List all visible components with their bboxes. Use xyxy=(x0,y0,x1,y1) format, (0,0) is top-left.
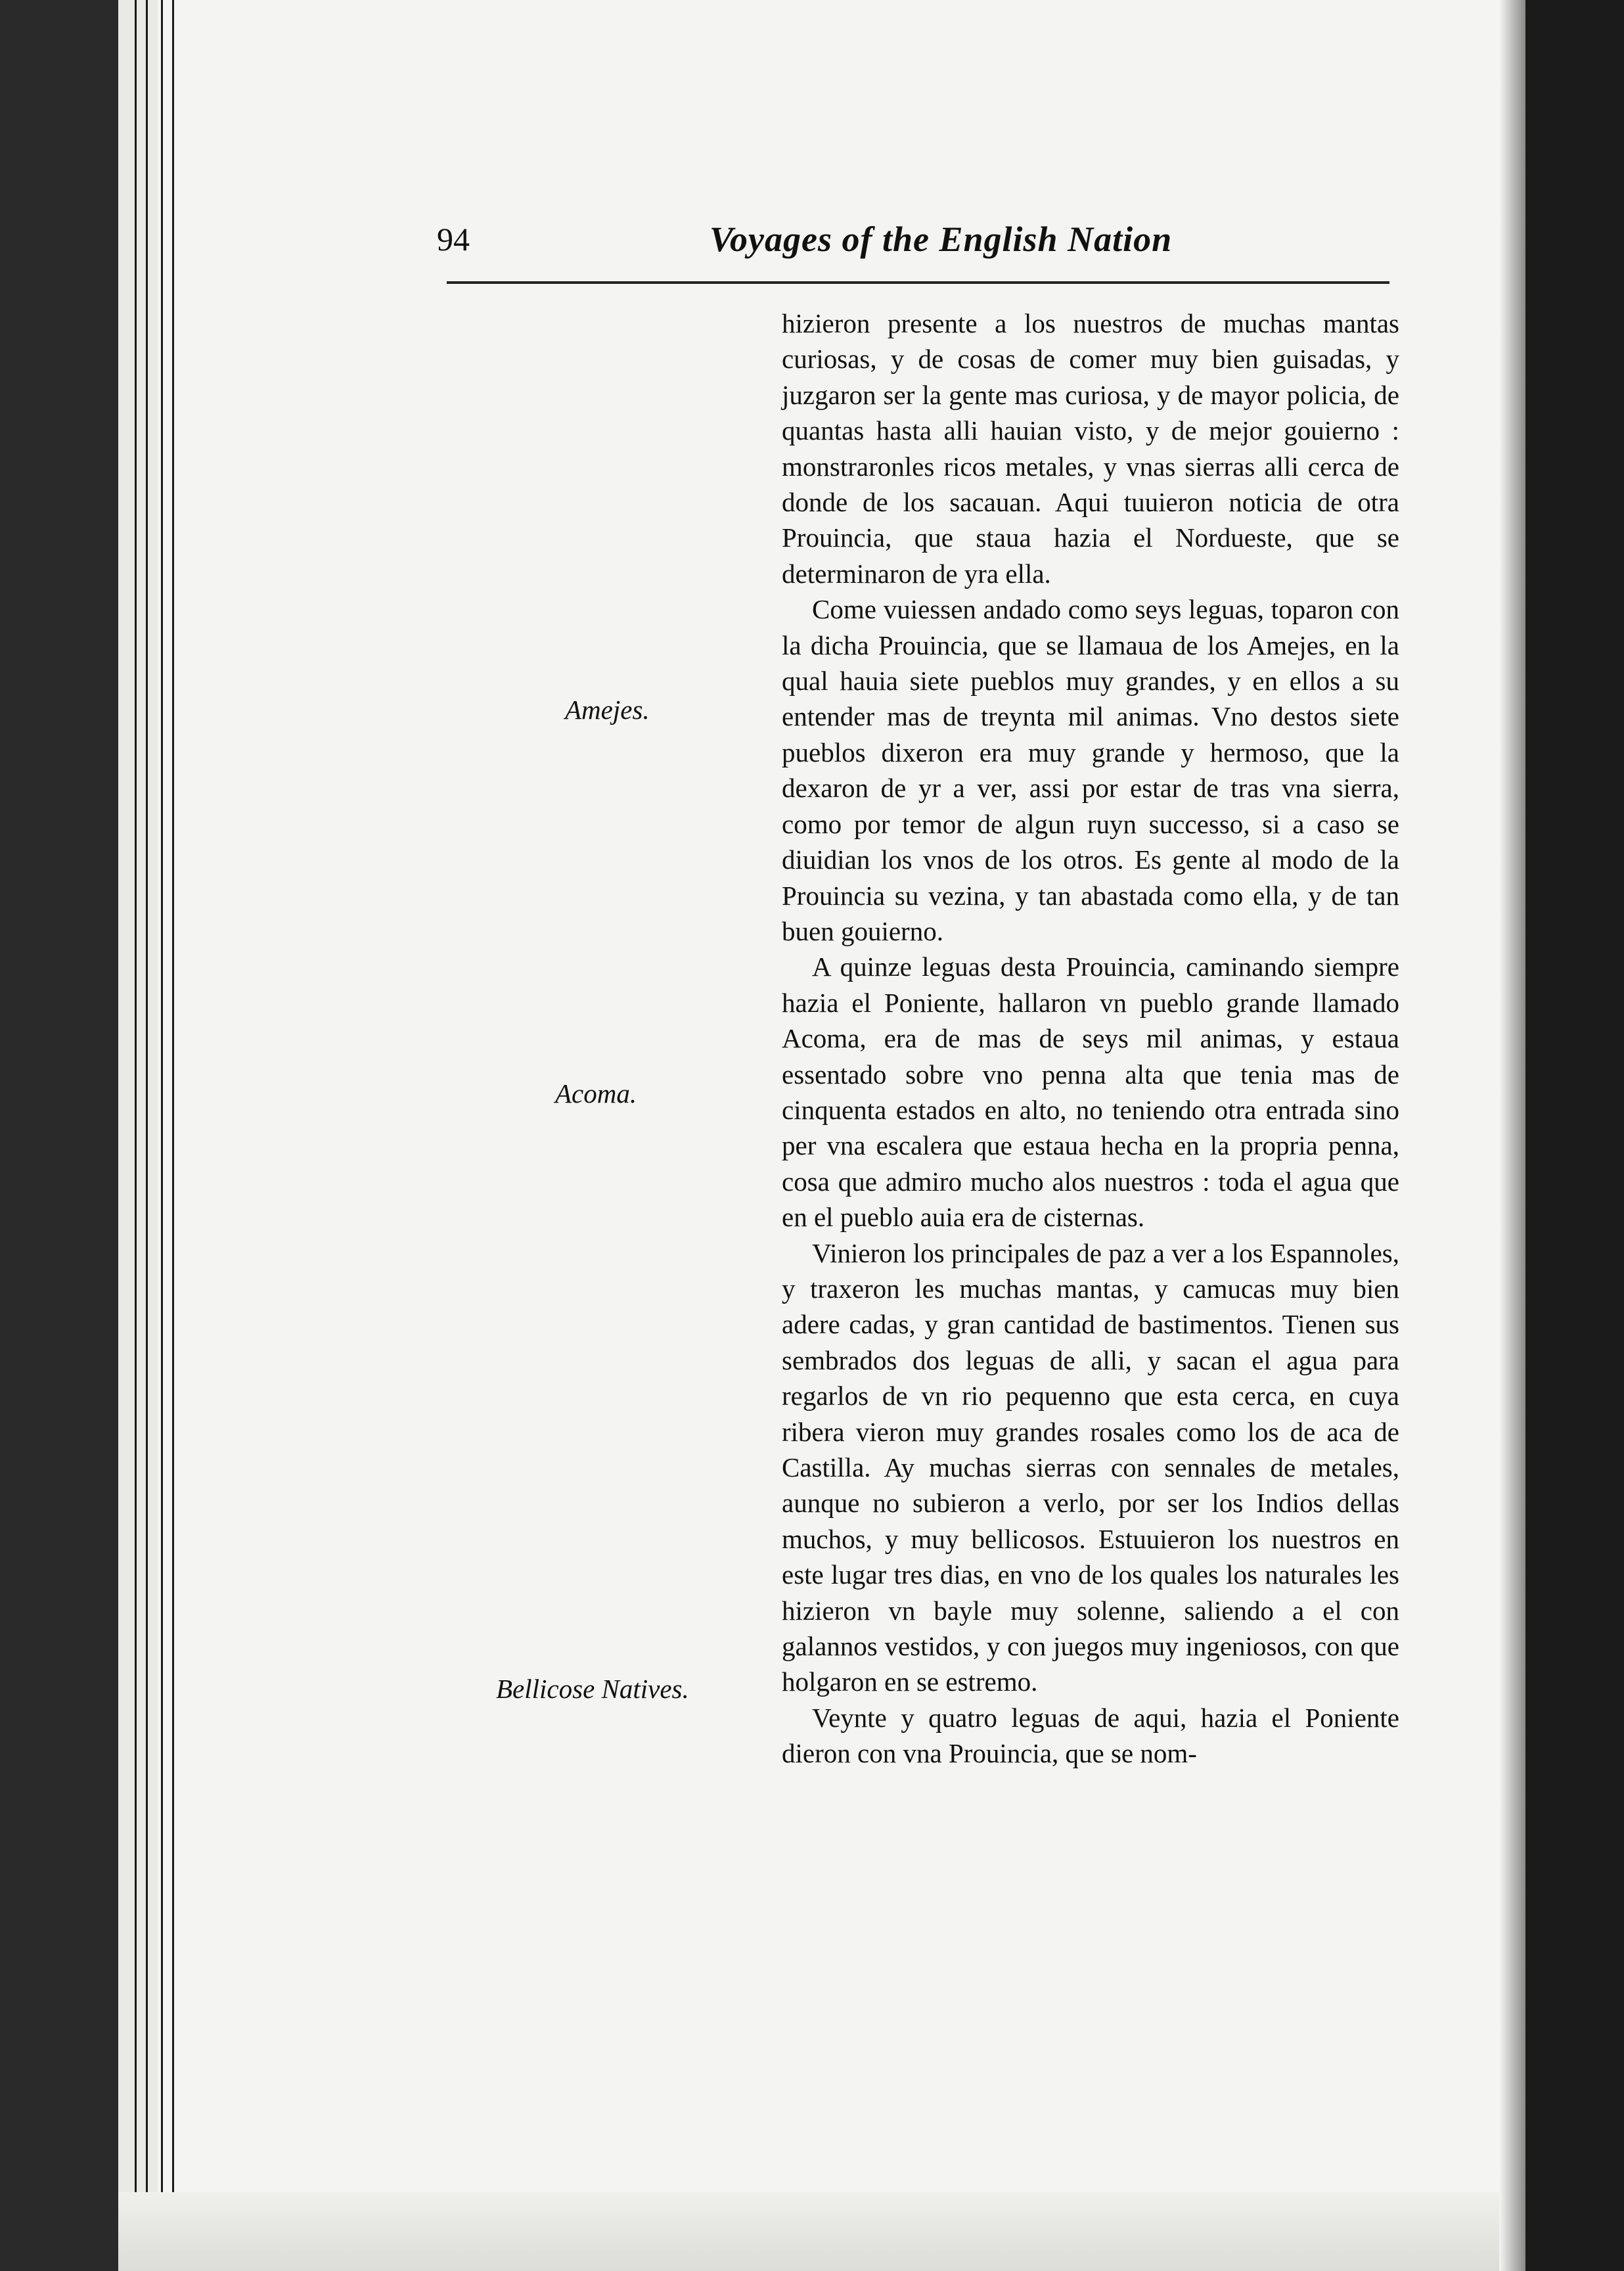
paragraph: hizieron presente a los nuestros de muchas mantas curiosas, y de cosas de comer muy bien guisadas, y juzgaron ser la gente mas curiosa, y de mayor policia, de quantas hasta alli hauian visto, y de mejor gouierno : monstraronles ricos metales, y vnas sierras alli cerca de donde de los sacauan. Aqui tuuieron noticia de otra Prouincia, que staua hazia el Nordueste, que se determinaron de yra ella. xyxy=(782,308,1399,589)
page-number: 94 xyxy=(437,221,470,258)
page-edge-line xyxy=(135,0,137,2271)
page-edge-line xyxy=(172,0,174,2271)
book-edge-left xyxy=(0,0,118,2271)
paragraph: Veynte y quatro leguas de aqui, hazia el Poniente dieron con vna Prouincia, que se nom- xyxy=(782,1702,1399,1769)
margin-note-amejes: Amejes. xyxy=(565,695,650,725)
header-rule xyxy=(447,281,1389,284)
running-title: Voyages of the English Nation xyxy=(710,219,1173,259)
paragraph: Come vuiessen andado como seys leguas, toparon con la dicha Prouincia, que se llamaua de los Amejes, en la qual hauia siete pueblos muy grandes, y en ellos a su entender mas de treynta mil animas. Vno destos siete pueblos dixeron era muy grande y hermoso, que la dexaron de yr a ver, assi por estar de tras vna sierra, como por temor de algun ruyn successo, si a caso se diuidian los vnos de los otros. Es gente al modo de la Prouincia su vezina, y tan abastada como ella, y de tan buen gouierno. xyxy=(782,594,1399,946)
page-edge-line xyxy=(146,0,148,2271)
page-edge-line xyxy=(161,0,163,2271)
page-gutter xyxy=(118,0,158,2271)
paragraph: Vinieron los principales de paz a ver a los Espannoles, y traxeron les muchas mantas, y camucas muy bien adere cadas, y gran cantidad de bastimentos. Tienen sus sembrados dos leguas de alli, y sacan el agua para regarlos de vn rio pequenno que esta cerca, en cuya ribera vieron muy grandes rosales como los de aca de Castilla. Ay muchas sierras con sennales de metales, aunque no subieron a verlo, por ser los Indios dellas muchos, y muy bellicosos. Estuuieron los nuestros en este lugar tres dias, en vno de los quales los naturales les hizieron vn bayle muy solenne, saliendo a el con galannos vestidos, y con juegos muy ingeniosos, con que holgaron en se estremo. xyxy=(782,1237,1399,1697)
margin-note-bellicose-natives: Bellicose Natives. xyxy=(496,1674,689,1704)
margin-note-acoma: Acoma. xyxy=(555,1078,637,1109)
page-bottom-shadow xyxy=(118,2192,1531,2271)
paragraph: A quinze leguas desta Prouincia, caminando siempre hazia el Poniente, hallaron vn pueblo grande llamado Acoma, era de mas de seys mil animas, y estaua essentado sobre vno penna alta que tenia mas de cinquenta estados en alto, no teniendo otra entrada sino per vna escalera que estaua hecha en la propria penna, cosa que admiro mucho alos nuestros : toda el agua que en el pueblo auia era de cisternas. xyxy=(782,952,1399,1233)
body-text xyxy=(782,306,1399,1772)
binding-shadow xyxy=(1499,0,1525,2271)
book-edge-right xyxy=(1525,0,1624,2271)
